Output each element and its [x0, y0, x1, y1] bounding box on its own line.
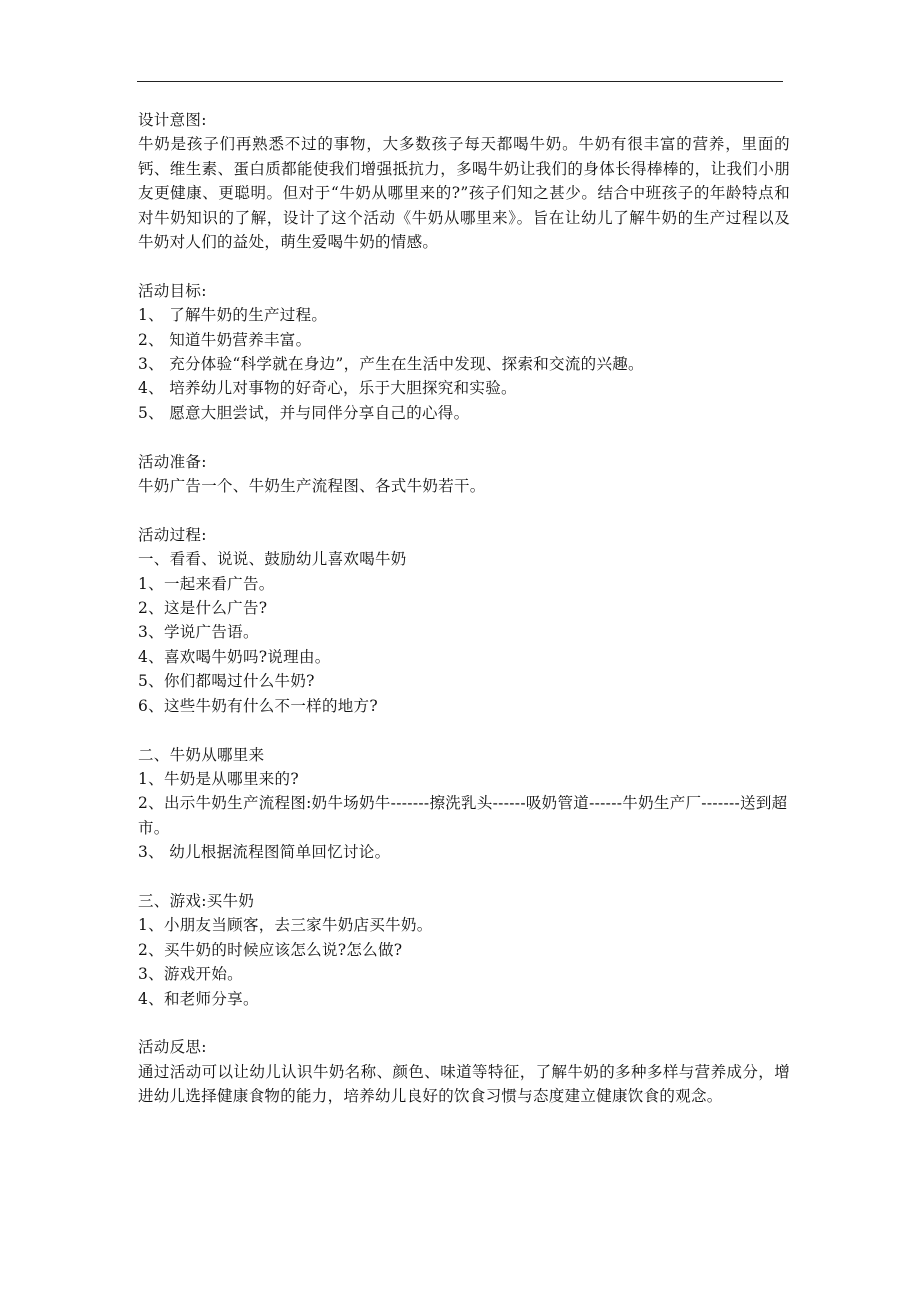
section-heading: 设计意图:	[138, 111, 207, 129]
section-heading: 活动准备:	[138, 452, 207, 471]
section-goals	[138, 279, 790, 425]
list-item: 2、这是什么广告?	[138, 599, 268, 618]
list-item: 2、买牛奶的时候应该怎么说?怎么做?	[138, 940, 403, 959]
section-reflection	[138, 1035, 790, 1108]
list-item: 5、你们都喝过什么牛奶?	[138, 672, 315, 691]
section-heading: 活动反思:	[138, 1038, 207, 1057]
list-item: 1、一起来看广告。	[138, 574, 275, 593]
list-item: 4、 培养幼儿对事物的好奇心，乐于大胆探究和实验。	[138, 379, 517, 398]
list-item: 4、喜欢喝牛奶吗?说理由。	[138, 647, 331, 666]
subsection-heading: 三、游戏:买牛奶	[138, 891, 255, 910]
section-paragraph: 牛奶是孩子们再熟悉不过的事物，大多数孩子每天都喝牛奶。牛奶有很丰富的营养，里面的钙、维生素、蛋白质都能使我们增强抵抗力，多喝牛奶让我们的身体长得棒棒的，让我们小朋友更健康、更聪明。但对于“牛奶从哪里来的?”孩子们知之甚少。结合中班孩子的年龄特点和对牛奶知识的了解，设计了这个活动《牛奶从哪里来》。旨在让幼儿了解牛奶的生产过程以及牛奶对人们的益处，萌生爱喝牛奶的情感。	[138, 135, 790, 252]
list-item: 1、 了解牛奶的生产过程。	[138, 306, 328, 325]
section-process-part-1	[138, 523, 790, 718]
list-item: 1、小朋友当顾客，去三家牛奶店买牛奶。	[138, 916, 433, 935]
list-item: 3、学说广告语。	[138, 623, 259, 642]
section-heading: 活动目标:	[138, 281, 207, 300]
list-item: 5、 愿意大胆尝试，并与同伴分享自己的心得。	[138, 403, 470, 422]
document-body	[138, 108, 790, 1133]
list-item: 3、游戏开始。	[138, 965, 243, 984]
list-item: 4、和老师分享。	[138, 989, 259, 1008]
list-item: 2、 知道牛奶营养丰富。	[138, 330, 312, 349]
section-process-part-3	[138, 889, 790, 1011]
section-paragraph: 通过活动可以让幼儿认识牛奶名称、颜色、味道等特征，了解牛奶的多种多样与营养成分，增进幼儿选择健康食物的能力，培养幼儿良好的饮食习惯与态度建立健康饮食的观念。	[138, 1062, 790, 1106]
list-item: 6、这些牛奶有什么不一样的地方?	[138, 696, 378, 715]
header-rule	[137, 81, 783, 82]
section-heading: 活动过程:	[138, 525, 207, 544]
section-preparation	[138, 450, 790, 499]
subsection-heading: 二、牛奶从哪里来	[138, 745, 265, 764]
subsection-heading: 一、看看、说说、鼓励幼儿喜欢喝牛奶	[138, 550, 407, 569]
list-item: 1、牛奶是从哪里来的?	[138, 769, 299, 788]
section-design-intent	[138, 108, 790, 254]
section-process-part-2	[138, 743, 790, 865]
list-item: 2、出示牛奶生产流程图:奶牛场奶牛-------擦洗乳头------吸奶管道------牛奶生产厂-------送到超市。	[138, 794, 788, 837]
section-paragraph: 牛奶广告一个、牛奶生产流程图、各式牛奶若干。	[138, 477, 486, 496]
list-item: 3、 幼儿根据流程图简单回忆讨论。	[138, 843, 391, 862]
list-item: 3、 充分体验“科学就在身边”，产生在生活中发现、探索和交流的兴趣。	[138, 355, 644, 374]
